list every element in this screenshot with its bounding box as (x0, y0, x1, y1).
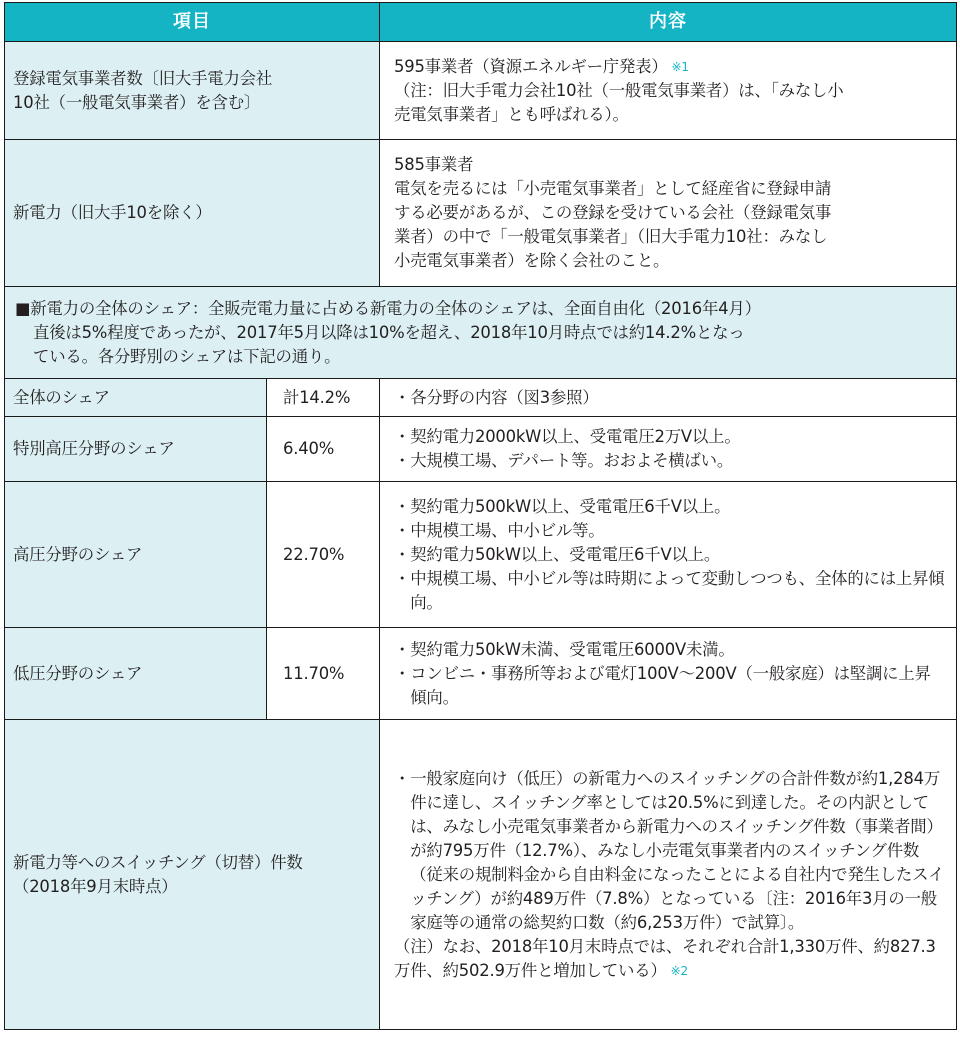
bullet-text: 大規模工場、デパート等。おおよそ横ばい。 (410, 451, 734, 470)
bullet-mark: ・ (394, 387, 411, 407)
share-intro-line: ている。各分野別のシェアは下記の通り。 (33, 346, 341, 366)
special-share-value: 6.40% (267, 417, 380, 482)
bullet-item (394, 425, 946, 449)
table-row (5, 417, 957, 482)
total-share-content (380, 379, 957, 417)
switching-content (380, 720, 957, 1030)
bullet-text: 各分野の内容（図3参照） (410, 387, 599, 407)
bullet-item (394, 386, 946, 410)
table-row (5, 482, 957, 628)
bullet-mark: ・ (394, 520, 411, 540)
high-share-label: 高圧分野のシェア (5, 482, 267, 628)
bullet-text: 契約電力2000kW以上、受電電圧2万V以上。 (410, 427, 741, 446)
registered-label (5, 42, 380, 140)
header-content: 内容 (380, 3, 957, 42)
electricity-info-table (4, 2, 957, 1030)
registered-line: （注：旧大手電力会社10社（一般電気事業者）は、「みなし小 (394, 80, 844, 100)
bullet-text: コンビニ・事務所等および電灯100V〜200V（一般家庭）は堅調に上昇傾向。 (410, 663, 931, 707)
share-intro-row (5, 287, 957, 379)
bullet-item (394, 662, 946, 710)
new-power-line: する必要があるが、この登録を受けている会社（登録電気事 (394, 203, 832, 222)
bullet-item (394, 767, 946, 935)
switching-label (5, 720, 380, 1030)
bullet-mark: ・ (394, 451, 411, 470)
registered-label-line: 登録電気事業者数〔旧大手電力会社 (13, 68, 273, 88)
bullet-mark: ・ (394, 544, 411, 564)
page (4, 2, 956, 1030)
bullet-mark: ・ (394, 768, 411, 788)
bullet-text: 契約電力50kW以上、受電電圧6千V以上。 (410, 544, 721, 564)
bullet-item (394, 638, 946, 662)
bullet-text: 中規模工場、中小ビル等。 (410, 520, 605, 540)
switching-label-line: （2018年9月末時点） (13, 876, 178, 896)
share-intro-line: ■新電力の全体のシェア：全販売電力量に占める新電力の全体のシェアは、全面自由化（2016年4月） (15, 298, 761, 318)
new-power-label: 新電力（旧大手10を除く） (5, 140, 380, 287)
bullet-item (394, 519, 946, 543)
new-power-line: 585事業者 (394, 155, 474, 174)
new-power-line: 電気を売るには「小売電気事業者」として経産省に登録申請 (394, 179, 832, 198)
low-share-value: 11.70% (267, 628, 380, 720)
bullet-mark: ・ (394, 427, 411, 446)
share-intro-line: 直後は5%程度であったが、2017年5月以降は10%を超え、2018年10月時点では約14.2%となっ (33, 322, 745, 342)
new-power-content (380, 140, 957, 287)
table-header-row (5, 3, 957, 42)
special-share-content (380, 417, 957, 482)
bullet-mark: ・ (394, 568, 411, 588)
bullet-item (394, 449, 946, 473)
table-row (5, 720, 957, 1030)
footnote-mark: ※1 (671, 59, 689, 74)
registered-line (394, 55, 946, 79)
registered-content (380, 42, 957, 140)
total-share-value: 計14.2% (267, 379, 380, 417)
registered-line-text: 595事業者（資源エネルギー庁発表） (394, 56, 668, 76)
bullet-text: 契約電力500kW以上、受電電圧6千V以上。 (410, 496, 731, 516)
share-intro (5, 287, 957, 379)
high-share-content (380, 482, 957, 628)
new-power-line: 小売電気事業者）を除く会社のこと。 (394, 251, 670, 270)
bullet-item (394, 543, 946, 567)
total-share-label: 全体のシェア (5, 379, 267, 417)
switching-note (394, 935, 946, 983)
bullet-mark: ・ (394, 663, 411, 683)
bullet-mark: ・ (394, 639, 411, 659)
header-item: 項目 (5, 3, 380, 42)
footnote-mark: ※2 (670, 963, 688, 978)
switching-label-line: 新電力等へのスイッチング（切替）件数 (13, 852, 303, 872)
registered-line: 売電気事業者」とも呼ばれる）。 (394, 104, 629, 124)
bullet-item (394, 495, 946, 519)
new-power-line: 業者）の中で「一般電気事業者」（旧大手電力10社：みなし (394, 227, 828, 246)
registered-label-line: 10社（一般電気事業者）を含む〕 (13, 92, 261, 112)
low-share-label: 低圧分野のシェア (5, 628, 267, 720)
bullet-mark: ・ (394, 496, 411, 516)
low-share-content (380, 628, 957, 720)
table-row (5, 140, 957, 287)
table-row (5, 628, 957, 720)
bullet-text: 契約電力50kW未満、受電電圧6000V未満。 (410, 639, 735, 659)
special-share-label: 特別高圧分野のシェア (5, 417, 267, 482)
high-share-value: 22.70% (267, 482, 380, 628)
bullet-text: 一般家庭向け（低圧）の新電力へのスイッチングの合計件数が約1,284万件に達し、スイッチング率としては20.5%に到達した。その内訳としては、みなし小売電気事業者から新電力へのスイッチング件数（事業者間）が約795万件（12.7%）、みなし小売電気事業者内のスイッチング件数（従来の規制料金から自由料金になったことによる自社内で発生したスイッチング）が約489万件（7.8%）となっている〔注：2016年3月の一般家庭等の通常の総契約口数（約6,253万件）で試算〕。 (410, 768, 945, 932)
bullet-text: 中規模工場、中小ビル等は時期によって変動しつつも、全体的には上昇傾向。 (410, 568, 945, 612)
table-row (5, 379, 957, 417)
table-row (5, 42, 957, 140)
bullet-item (394, 567, 946, 615)
switching-note-text: （注）なお、2018年10月末時点では、それぞれ合計1,330万件、約827.3万件、約502.9万件と増加している） (394, 936, 936, 980)
